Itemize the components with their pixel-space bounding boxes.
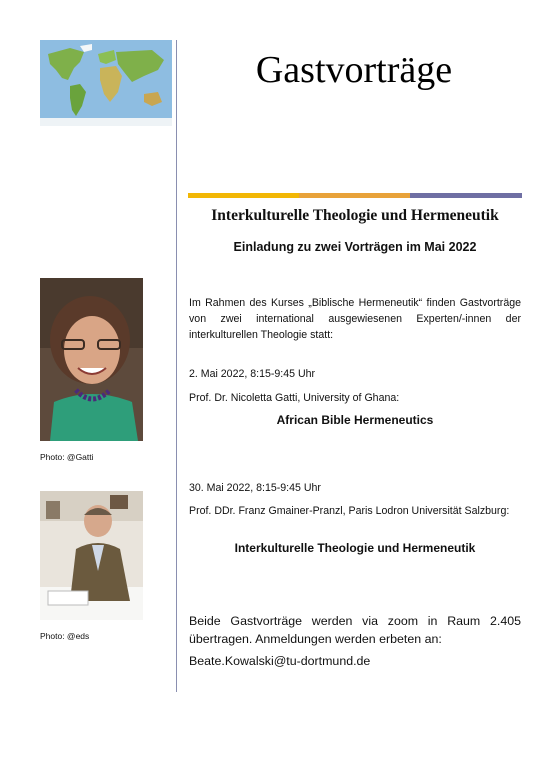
talk-2-title: Interkulturelle Theologie und Hermeneutik (234, 541, 476, 555)
accent-bar-segment-yellow (188, 193, 299, 198)
invitation-heading: Einladung zu zwei Vorträgen im Mai 2022 (233, 240, 477, 254)
closing-paragraph: Beide Gastvorträge werden via zoom in Raum 2.405 übertragen. Anmeldungen werden erbeten an: (189, 614, 521, 646)
page-title: Gastvorträge (255, 49, 453, 91)
intro-paragraph: Im Rahmen des Kurses „Biblische Hermeneutik“ finden Gastvorträge von zwei international ausgewiesenen Experten/-innen der interkulturellen Theologie statt: (189, 297, 521, 341)
photo-caption-eds: Photo: @eds (40, 631, 90, 641)
contact-email[interactable]: Beate.Kowalski@tu-dortmund.de (189, 654, 371, 668)
talk-1-title: African Bible Hermeneutics (276, 413, 434, 427)
accent-bar-segment-purple (410, 193, 522, 198)
accent-color-bar (188, 193, 522, 198)
photo-caption-gatti: Photo: @Gatti (40, 452, 94, 462)
event-subtitle: Interkulturelle Theologie und Hermeneutik (211, 207, 499, 224)
world-map-image (40, 40, 172, 126)
speaker-photo-gatti (40, 278, 143, 441)
talk-2-date: 30. Mai 2022, 8:15-9:45 Uhr (189, 482, 321, 494)
talk-2-speaker: Prof. DDr. Franz Gmainer-Pranzl, Paris Lodron Universität Salzburg: (189, 505, 510, 517)
talk-1-date: 2. Mai 2022, 8:15-9:45 Uhr (189, 368, 316, 380)
vertical-divider-line (176, 40, 177, 692)
accent-bar-segment-orange (299, 193, 410, 198)
speaker-photo-gmainer-pranzl (40, 491, 143, 620)
talk-1-speaker: Prof. Dr. Nicoletta Gatti, University of Ghana: (189, 392, 400, 404)
